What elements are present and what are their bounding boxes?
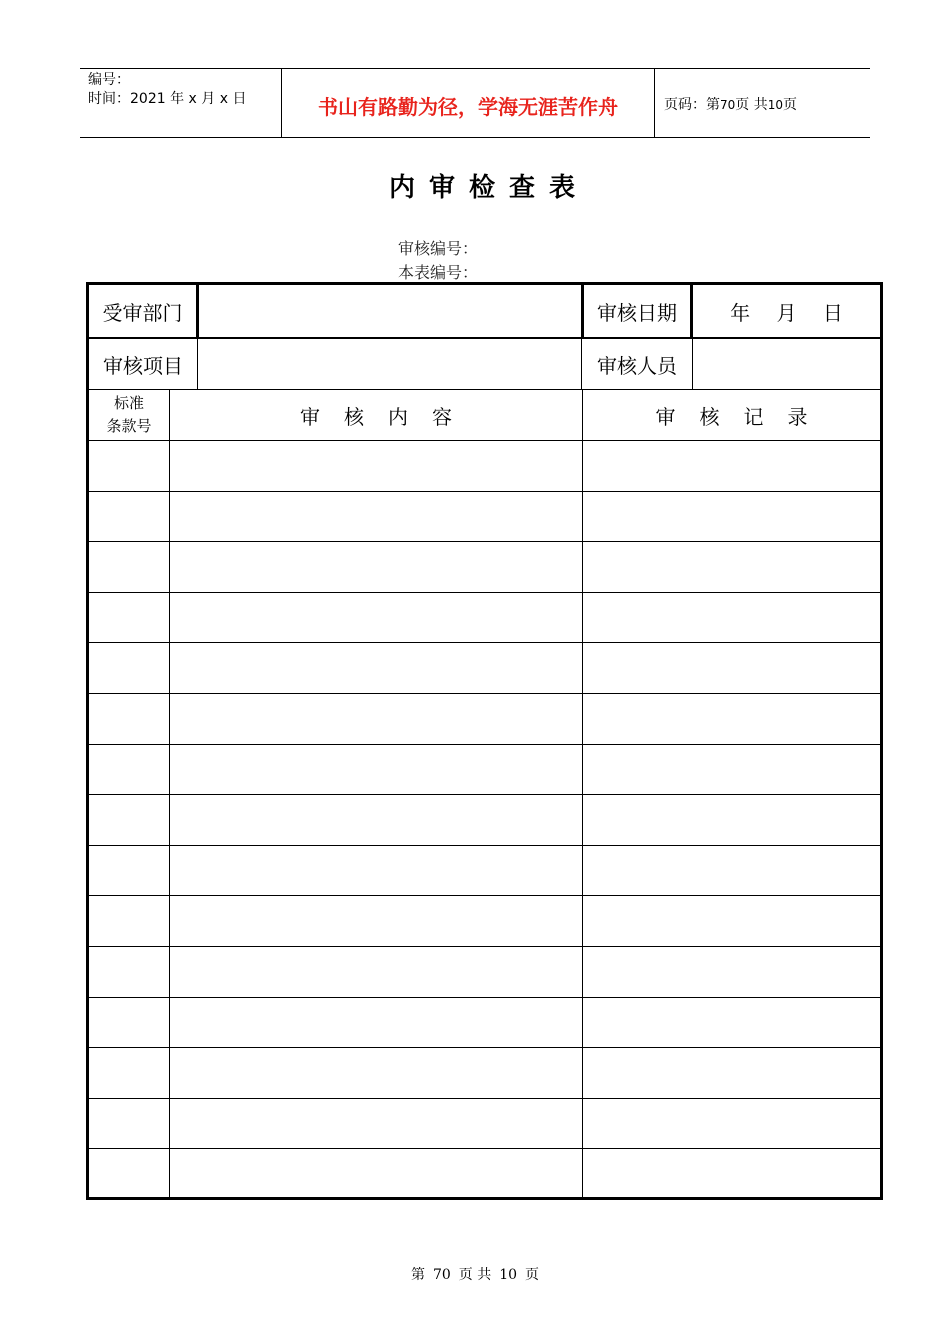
clause-cell[interactable]: [89, 643, 169, 693]
content-cell[interactable]: [170, 593, 582, 643]
header-divider: [654, 69, 655, 137]
record-cell[interactable]: [583, 542, 880, 592]
record-cell[interactable]: [583, 1048, 880, 1098]
clause-header-line2: 条款号: [106, 417, 152, 435]
item-field[interactable]: [198, 339, 581, 389]
code-label: 编号：: [88, 72, 130, 88]
record-cell[interactable]: [583, 896, 880, 946]
clause-cell[interactable]: [89, 795, 169, 845]
content-header: [170, 390, 582, 440]
clause-cell[interactable]: [89, 745, 169, 795]
clause-header: [89, 390, 169, 440]
record-cell[interactable]: [583, 492, 880, 542]
record-cell[interactable]: [583, 998, 880, 1048]
clause-cell[interactable]: [89, 492, 169, 542]
footer-mid: 页 共: [458, 1267, 492, 1283]
footer-page: 70: [432, 1267, 451, 1283]
clause-cell[interactable]: [89, 846, 169, 896]
record-cell[interactable]: [583, 795, 880, 845]
content-cell[interactable]: [170, 694, 582, 744]
content-cell[interactable]: [170, 745, 582, 795]
auditor-label: 审核人员: [597, 353, 677, 378]
record-cell[interactable]: [583, 745, 880, 795]
record-cell[interactable]: [583, 846, 880, 896]
clause-cell[interactable]: [89, 896, 169, 946]
content-cell[interactable]: [170, 441, 582, 491]
content-cell[interactable]: [170, 896, 582, 946]
content-cell[interactable]: [170, 492, 582, 542]
clause-cell[interactable]: [89, 998, 169, 1048]
clause-cell[interactable]: [89, 593, 169, 643]
page-suffix: 页: [783, 97, 798, 113]
clause-cell[interactable]: [89, 694, 169, 744]
content-cell[interactable]: [170, 846, 582, 896]
content-cell[interactable]: [170, 1149, 582, 1199]
content-cell[interactable]: [170, 998, 582, 1048]
checklist-table: [86, 282, 883, 1200]
motto: 书山有路勤为径，学海无涯苦作舟: [318, 95, 618, 119]
record-cell[interactable]: [583, 1099, 880, 1149]
content-cell[interactable]: [170, 947, 582, 997]
clause-header-line1: 标准: [113, 394, 144, 412]
footer-total: 10: [499, 1267, 518, 1283]
page-total: 10: [767, 98, 784, 112]
date-label: 审核日期: [597, 300, 677, 325]
dept-label: 受审部门: [102, 300, 183, 325]
content-cell[interactable]: [170, 1048, 582, 1098]
clause-cell[interactable]: [89, 542, 169, 592]
record-cell[interactable]: [583, 643, 880, 693]
page-title: 内审检查表: [388, 173, 589, 203]
record-cell[interactable]: [583, 1149, 880, 1199]
content-cell[interactable]: [170, 1099, 582, 1149]
page-prefix: 页码：第: [664, 97, 720, 113]
header-meta: [88, 71, 246, 109]
clause-cell[interactable]: [89, 441, 169, 491]
footer-suffix: 页: [525, 1267, 540, 1283]
page-number: 70: [720, 98, 736, 112]
content-cell[interactable]: [170, 643, 582, 693]
audit-no-label: 审核编号：: [398, 239, 479, 258]
footer-prefix: 第: [410, 1267, 425, 1283]
clause-cell[interactable]: [89, 1149, 169, 1199]
header-page-info: [664, 94, 797, 114]
record-cell[interactable]: [583, 694, 880, 744]
record-header-text: 审核记录: [655, 404, 832, 429]
page-footer: [0, 1264, 950, 1284]
record-cell[interactable]: [583, 441, 880, 491]
time-label: 时间：2021 年 x 月 x 日: [88, 91, 247, 107]
item-label: 审核项目: [103, 353, 183, 378]
record-header: [583, 390, 880, 440]
dept-field[interactable]: [199, 285, 581, 337]
page-header: [80, 68, 870, 138]
form-no-label: 本表编号：: [398, 263, 479, 282]
auditor-field[interactable]: [693, 339, 880, 389]
content-cell[interactable]: [170, 542, 582, 592]
clause-cell[interactable]: [89, 1048, 169, 1098]
date-field[interactable]: 年 月 日: [730, 300, 843, 325]
content-header-text: 审核内容: [300, 404, 476, 429]
clause-cell[interactable]: [89, 947, 169, 997]
record-cell[interactable]: [583, 593, 880, 643]
clause-cell[interactable]: [89, 1099, 169, 1149]
record-cell[interactable]: [583, 947, 880, 997]
page-mid: 页 共: [735, 97, 768, 113]
content-cell[interactable]: [170, 795, 582, 845]
